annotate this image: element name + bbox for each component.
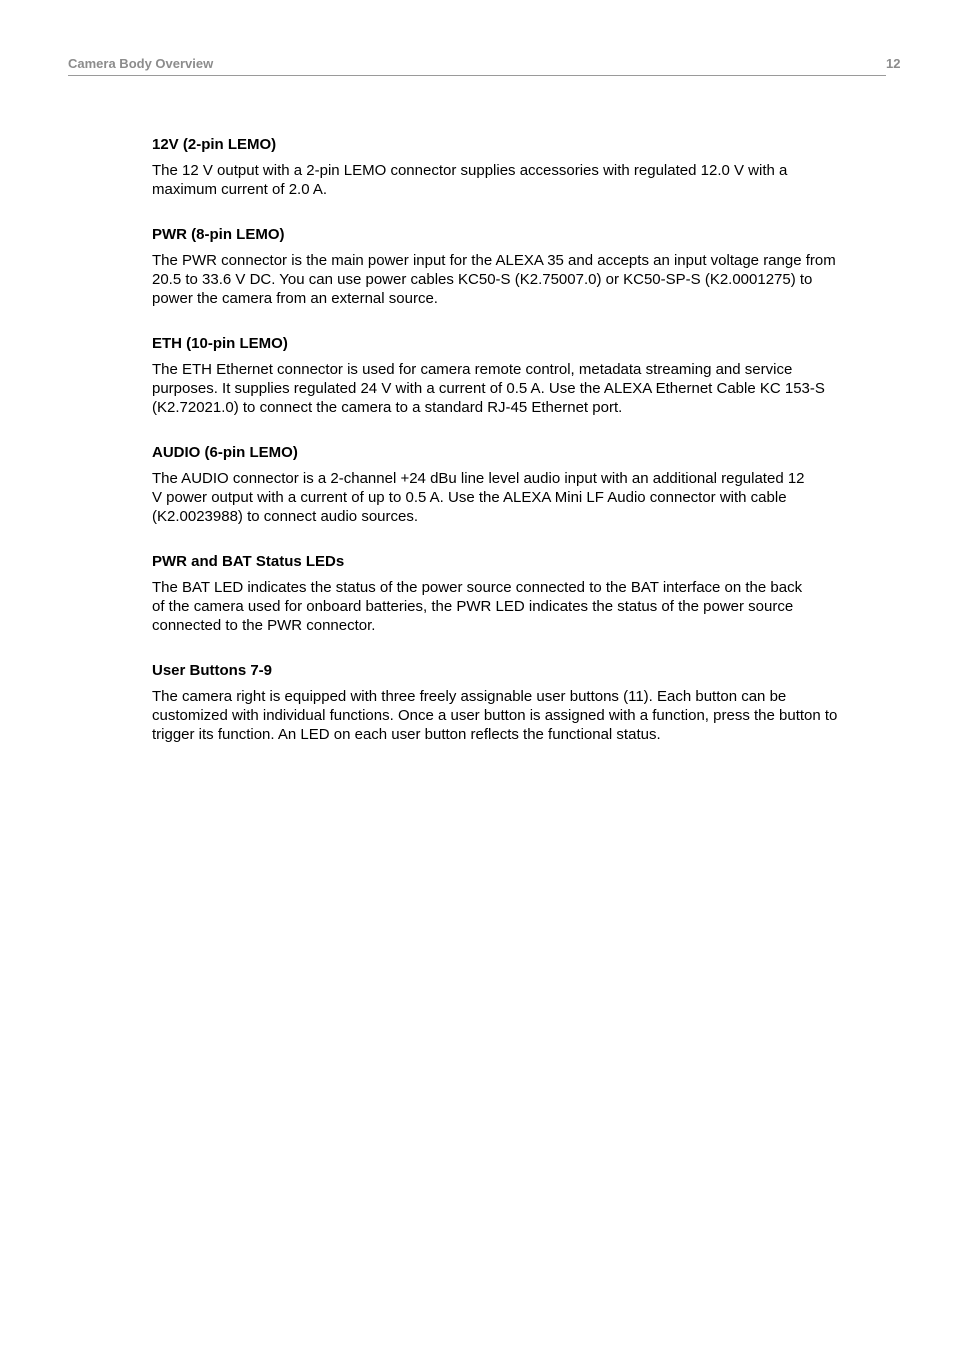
section-body (152, 469, 892, 526)
section-pwr (152, 226, 892, 308)
section-heading: 12V (2-pin LEMO) (152, 136, 277, 153)
section-heading: ETH (10-pin LEMO) (152, 335, 288, 352)
body-line: The ETH Ethernet connector is used for camera remote control, metadata streaming and service (152, 361, 793, 378)
body-line: The camera right is equipped with three freely assignable user buttons (11). Each button can be (152, 688, 787, 705)
section-body (152, 251, 892, 308)
section-heading: PWR and BAT Status LEDs (152, 553, 345, 570)
page-header (68, 56, 886, 76)
body-line: V power output with a current of up to 0.5 A. Use the ALEXA Mini LF Audio connector with cable (152, 489, 787, 506)
section-heading: User Buttons 7-9 (152, 662, 273, 679)
section-heading: AUDIO (6-pin LEMO) (152, 444, 298, 461)
body-line: maximum current of 2.0 A. (152, 181, 328, 198)
page-number: 12 (886, 56, 901, 71)
section-body (152, 161, 892, 199)
body-line: connected to the PWR connector. (152, 617, 376, 634)
body-line: purposes. It supplies regulated 24 V with a current of 0.5 A. Use the ALEXA Ethernet Cable KC 153-S (152, 380, 825, 397)
section-heading: PWR (8-pin LEMO) (152, 226, 285, 243)
section-eth (152, 335, 892, 417)
section-body (152, 578, 892, 635)
document-content (152, 136, 892, 771)
section-body (152, 687, 892, 744)
section-audio (152, 444, 892, 526)
body-line: The AUDIO connector is a 2-channel +24 dBu line level audio input with an additional regulated 12 (152, 470, 805, 487)
body-line: The PWR connector is the main power input for the ALEXA 35 and accepts an input voltage range from (152, 252, 836, 269)
body-line: customized with individual functions. Once a user button is assigned with a function, press the button to (152, 707, 838, 724)
section-body (152, 360, 892, 417)
section-12v (152, 136, 892, 199)
header-title: Camera Body Overview (68, 56, 214, 71)
body-line: (K2.72021.0) to connect the camera to a standard RJ-45 Ethernet port. (152, 399, 623, 416)
section-user-buttons (152, 662, 892, 744)
body-line: trigger its function. An LED on each user button reflects the functional status. (152, 726, 661, 743)
body-line: power the camera from an external source. (152, 290, 438, 307)
body-line: 20.5 to 33.6 V DC. You can use power cables KC50-S (K2.75007.0) or KC50-SP-S (K2.0001275) to (152, 271, 813, 288)
body-line: (K2.0023988) to connect audio sources. (152, 508, 419, 525)
body-line: The 12 V output with a 2-pin LEMO connector supplies accessories with regulated 12.0 V with a (152, 162, 788, 179)
body-line: The BAT LED indicates the status of the power source connected to the BAT interface on the back (152, 579, 803, 596)
section-status-leds (152, 553, 892, 635)
body-line: of the camera used for onboard batteries, the PWR LED indicates the status of the power source (152, 598, 794, 615)
